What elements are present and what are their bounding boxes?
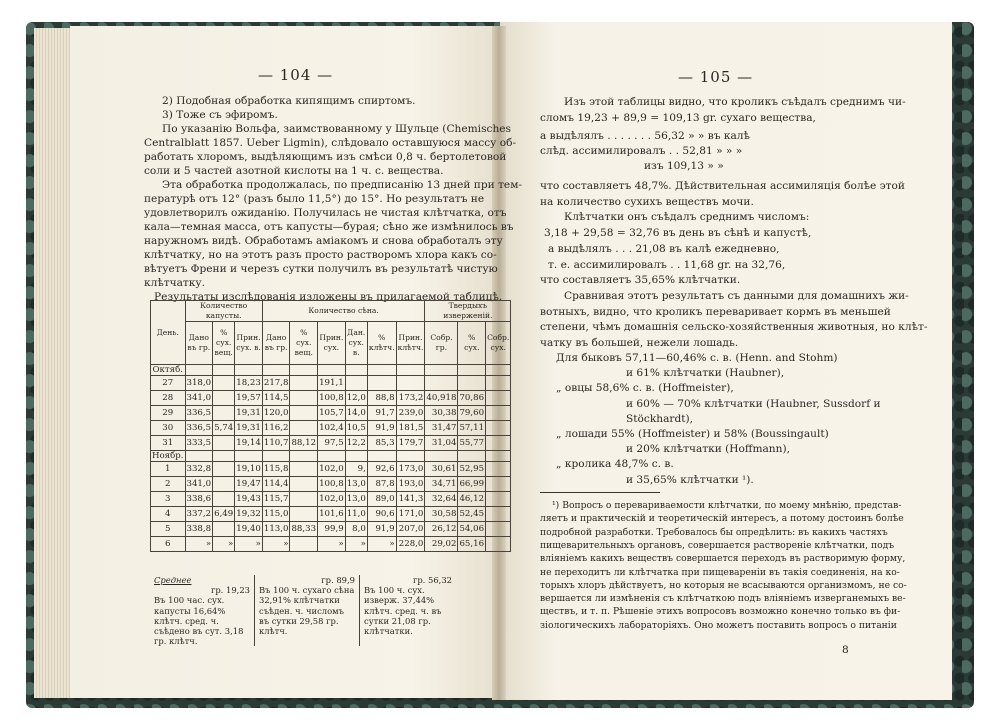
- text-line: Изъ этой таблицы видно, что кроликъ съѣдалъ среднимъ чи-: [564, 96, 906, 108]
- text-line: ляетъ и практическій и теоретическій интересъ, а потому достоинъ болѣе: [540, 513, 904, 525]
- table-cell: 30,61: [425, 462, 458, 477]
- table-cell: 19,47: [235, 477, 263, 492]
- table-cell: 239,0: [396, 406, 425, 421]
- table-cell: [486, 492, 511, 507]
- table-cell: [213, 391, 235, 406]
- table-cell: [425, 451, 458, 462]
- text-line: на количество сухихъ веществъ мочи.: [540, 195, 754, 208]
- text-line: сломъ 19,23 + 89,9 = 109,13 gr. сухаго вещества,: [540, 112, 816, 124]
- table-cell: 90,6: [367, 507, 396, 522]
- table-cell: 14,0: [345, 406, 367, 421]
- column-header: % клѣтч.: [367, 322, 396, 365]
- table-cell: [486, 365, 511, 376]
- table-cell: 115,7: [262, 492, 290, 507]
- text-line: По указанію Вольфа, заимствованному у Шульце (Chemisches: [162, 123, 511, 135]
- column-header: % сух. вещ.: [290, 322, 318, 365]
- text-line: а выдѣлялъ . . . . . . . 56,32 » » въ калѣ: [540, 130, 750, 142]
- summary-cabbage-mean: гр. 19,23: [210, 585, 250, 596]
- table-cell: 26,12: [425, 522, 458, 537]
- table-cell: 19,57: [235, 391, 263, 406]
- text-line: подробной разработки. Требовалось бы опредѣлить: въ какихъ частяхъ: [540, 526, 888, 538]
- table-cell: 100,8: [318, 391, 346, 406]
- column-header: % сух. вещ.: [213, 322, 235, 365]
- table-cell: 12,0: [345, 391, 367, 406]
- table-cell: 4: [151, 507, 186, 522]
- table-cell: 100,8: [318, 477, 346, 492]
- table-cell: [213, 462, 235, 477]
- table-cell: 70,86: [458, 391, 486, 406]
- table-cell: [290, 365, 318, 376]
- table-cell: 191,1: [318, 376, 346, 391]
- table-cell: 87,8: [367, 477, 396, 492]
- table-cell: [262, 365, 290, 376]
- table-cell: [486, 451, 511, 462]
- text-line: Результаты изслѣдованія изложены въ прилагаемой таблицѣ.: [154, 291, 503, 303]
- table-cell: 40,918: [425, 391, 458, 406]
- table-cell: 179,7: [396, 436, 425, 451]
- table-cell: 52,95: [458, 462, 486, 477]
- text-line: Сравнивая этотъ результатъ съ данными для домашнихъ жи-: [564, 290, 909, 302]
- table-row: [151, 522, 511, 537]
- group-hay: Количество сѣна.: [262, 301, 425, 322]
- table-row: [151, 376, 511, 391]
- table-cell: 101,6: [318, 507, 346, 522]
- table-cell: 217,8: [262, 376, 290, 391]
- table-cell: 89,0: [367, 492, 396, 507]
- table-cell: 341,0: [185, 477, 213, 492]
- table-cell: »: [318, 537, 346, 552]
- text-line: удовлетворилъ ожиданію. Получилась не чистая клѣтчатка, отъ: [144, 207, 507, 219]
- text-line: наружномъ видѣ. Обработамъ аміакомъ и снова обработалъ эту: [144, 235, 503, 247]
- table-cell: 13,0: [345, 492, 367, 507]
- table-cell: 12,2: [345, 436, 367, 451]
- table-cell: 228,0: [396, 537, 425, 552]
- text-line: и 60% — 70% клѣтчатки (Haubner, Sussdorf и: [626, 397, 881, 410]
- table-row: [151, 436, 511, 451]
- table-cell: 171,0: [396, 507, 425, 522]
- table-cell: 30,38: [425, 406, 458, 421]
- table-cell: [425, 376, 458, 391]
- table-cell: 19,40: [235, 522, 263, 537]
- table-cell: 318,0: [185, 376, 213, 391]
- text-line: что составляетъ 35,65% клѣтчатки.: [540, 274, 741, 287]
- text-line: „ кролика 48,7% с. в.: [556, 458, 674, 471]
- month-label: Октяб.: [152, 365, 183, 375]
- table-cell: [486, 406, 511, 421]
- table-cell: 55,77: [458, 436, 486, 451]
- table-subheader: [151, 322, 511, 365]
- table-cell: [262, 451, 290, 462]
- table-cell: 29,02: [425, 537, 458, 552]
- text-line: кала—темная масса, отъ капусты—бурая; сѣно же измѣнилось въ: [144, 221, 514, 233]
- table-cell: 102,0: [318, 492, 346, 507]
- table-cell: [425, 365, 458, 376]
- table-cell: [486, 537, 511, 552]
- table-cell: [235, 451, 263, 462]
- table-cell: 173,0: [396, 462, 425, 477]
- table-cell: 336,5: [185, 421, 213, 436]
- text-line: изъ 109,13 » »: [644, 160, 724, 172]
- table-cell: [486, 507, 511, 522]
- footnote-rule: [540, 492, 660, 493]
- text-line: Клѣтчатки онъ съѣдалъ среднимъ числомъ:: [564, 211, 810, 224]
- table-cell: 173,2: [396, 391, 425, 406]
- table-cell: [345, 376, 367, 391]
- table-cell: 9,: [345, 462, 367, 477]
- column-header: Прин. сух. в.: [235, 322, 263, 365]
- table-cell: »: [185, 537, 213, 552]
- table-cell: [396, 365, 425, 376]
- table-cell: 19,31: [235, 406, 263, 421]
- table-cell: 32,64: [425, 492, 458, 507]
- text-line: клѣтчатку, но на этотъ разъ просто растворомъ хлора какъ со-: [144, 249, 497, 261]
- table-cell: 88,33: [290, 522, 318, 537]
- table-cell: [486, 436, 511, 451]
- table-cell: [290, 492, 318, 507]
- table-cell: 114,5: [262, 391, 290, 406]
- table-row: [151, 421, 511, 436]
- summary-hay-text: Въ 100 ч. сухаго сѣна 32,91% клѣтчатки съѣден. ч. числомъ въ сутки 29,58 гр. клѣтч.: [259, 585, 355, 637]
- table-row: [151, 477, 511, 492]
- table-cell: 115,8: [262, 462, 290, 477]
- table-cell: 114,4: [262, 477, 290, 492]
- right-page-number: — 105 —: [678, 68, 754, 86]
- table-summary: [150, 575, 456, 646]
- table-cell: 52,45: [458, 507, 486, 522]
- table-cell: [290, 421, 318, 436]
- table-cell: 333,5: [185, 436, 213, 451]
- table-cell: 13,0: [345, 477, 367, 492]
- table-cell: 91,9: [367, 522, 396, 537]
- table-cell: [458, 365, 486, 376]
- table-cell: [185, 365, 213, 376]
- table-cell: 6,49: [213, 507, 235, 522]
- table-cell: 8,0: [345, 522, 367, 537]
- table-cell: 336,5: [185, 406, 213, 421]
- table-row: [151, 406, 511, 421]
- table-row: [151, 492, 511, 507]
- table-cell: [290, 406, 318, 421]
- table-cell: 19,43: [235, 492, 263, 507]
- text-line: ществъ, и т. п. Рѣшеніе этихъ вопросовъ возможно конечно только въ фи-: [540, 606, 901, 618]
- table-cell: 113,0: [262, 522, 290, 537]
- table-row: [151, 507, 511, 522]
- column-header: Собр. сух.: [486, 322, 511, 365]
- table-cell: [290, 507, 318, 522]
- text-line: 3,18 + 29,58 = 32,76 въ день въ сѣнѣ и капустѣ,: [544, 227, 812, 240]
- text-line: торыхъ хлоръ дѣйствуетъ, но которыя не всасываются организмомъ, не со-: [540, 579, 907, 591]
- table-cell: [290, 391, 318, 406]
- signature-mark: 8: [842, 644, 849, 656]
- text-line: пературѣ отъ 12° (разъ было 11,5°) до 15°. Но результатъ не: [144, 193, 485, 205]
- text-line: 3) Тоже съ эфиромъ.: [162, 109, 278, 121]
- table-cell: 91,7: [367, 406, 396, 421]
- table-cell: [318, 451, 346, 462]
- table-cell: [345, 365, 367, 376]
- text-line: „ лошади 55% (Hoffmeister) и 58% (Boussingault): [556, 428, 829, 440]
- table-cell: [185, 451, 213, 462]
- table-cell: [367, 376, 396, 391]
- text-line: вліяніемъ какихъ веществъ совершается переходъ въ растворимую форму,: [540, 553, 906, 565]
- table-cell: 99,9: [318, 522, 346, 537]
- text-line: степени, чѣмъ домашнія сельско-хозяйственныя животныя, но клѣт-: [540, 321, 928, 333]
- col-day: День.: [151, 301, 186, 365]
- table-cell: 332,8: [185, 462, 213, 477]
- table-cell: 97,5: [318, 436, 346, 451]
- page-edges: [34, 28, 70, 698]
- table-cell: 10,5: [345, 421, 367, 436]
- table-cell: 85,3: [367, 436, 396, 451]
- text-line: а выдѣлялъ . . . 21,08 въ калѣ ежедневно,: [548, 242, 780, 255]
- table-cell: [290, 477, 318, 492]
- table-cell: 57,11: [458, 421, 486, 436]
- table-cell: 120,0: [262, 406, 290, 421]
- table-cell: 19,10: [235, 462, 263, 477]
- text-line: вотныхъ, видно, что кроликъ переваривает кормъ въ меньшей: [540, 305, 891, 318]
- table-cell: [486, 376, 511, 391]
- table-cell: [486, 462, 511, 477]
- left-page-number: — 104 —: [258, 66, 334, 84]
- table-cell: 66,99: [458, 477, 486, 492]
- column-header: Дан. сух. в.: [345, 322, 367, 365]
- table-cell: 337,2: [185, 507, 213, 522]
- text-line: и 35,65% клѣтчатки ¹).: [626, 473, 754, 486]
- summary-hay-mean: гр. 89,9: [321, 575, 355, 585]
- table-cell: 30: [151, 421, 186, 436]
- table-cell: [486, 477, 511, 492]
- table-cell: [486, 522, 511, 537]
- text-line: Эта обработка продолжалась, по предписанію 13 дней при тем-: [162, 179, 523, 191]
- table-cell: 31,47: [425, 421, 458, 436]
- column-header: Дано въ гр.: [262, 322, 290, 365]
- table-cell: [345, 451, 367, 462]
- text-line: пищеварительныхъ органовъ, совершается раствореніе клѣтчатки, подъ: [540, 539, 895, 551]
- table-cell: 5,74: [213, 421, 235, 436]
- table-cell: 116,2: [262, 421, 290, 436]
- text-line: не переходитъ ли клѣтчатка при пищевареніи въ такія соединенія, на ко-: [540, 566, 900, 578]
- month-label: Ноябр.: [152, 451, 184, 461]
- table-cell: 181,5: [396, 421, 425, 436]
- table-cell: [213, 436, 235, 451]
- table-cell: 102,4: [318, 421, 346, 436]
- table-cell: 54,06: [458, 522, 486, 537]
- table-cell: 102,0: [318, 462, 346, 477]
- table-cell: [486, 391, 511, 406]
- table-cell: [213, 451, 235, 462]
- table-cell: [486, 421, 511, 436]
- table-cell: 88,12: [290, 436, 318, 451]
- text-line: чатку въ большей, нежели лошадь.: [540, 336, 739, 349]
- table-cell: 28: [151, 391, 186, 406]
- table-cell: 88,8: [367, 391, 396, 406]
- table-cell: 115,0: [262, 507, 290, 522]
- table-cell: 1: [151, 462, 186, 477]
- text-line: и 61% клѣтчатки (Haubner),: [626, 367, 785, 380]
- column-header: Прин. клѣтч.: [396, 322, 425, 365]
- summary-cabbage-text: Въ 100 час. сух. капусты 16,64% клѣтч. сред. ч. съѣдено въ сут. 3,18 гр. клѣтч.: [154, 595, 244, 647]
- table-cell: 19,32: [235, 507, 263, 522]
- text-line: „ овцы 58,6% с. в. (Hoffmeister),: [556, 382, 734, 395]
- group-cabbage: Количество капусты.: [185, 301, 262, 322]
- text-line: работать хлоромъ, выдѣляющимъ изъ смѣси 0,8 ч. бертолетовой: [144, 151, 507, 163]
- table-cell: [458, 376, 486, 391]
- table-row: [151, 391, 511, 406]
- text-line: слѣд. ассимилировалъ . . 52,81 » » »: [540, 145, 743, 157]
- table-cell: 3: [151, 492, 186, 507]
- table-cell: [213, 365, 235, 376]
- table-cell: [213, 406, 235, 421]
- table-cell: [213, 477, 235, 492]
- table-cell: 29: [151, 406, 186, 421]
- table-cell: [396, 451, 425, 462]
- table-cell: [290, 462, 318, 477]
- text-line: и 20% клѣтчатки (Hoffmann),: [626, 443, 790, 456]
- text-line: 2) Подобная обработка кипящимъ спиртомъ.: [162, 95, 416, 107]
- table-cell: [367, 451, 396, 462]
- table-cell: 11,0: [345, 507, 367, 522]
- table-cell: 2: [151, 477, 186, 492]
- text-line: вершается ли измѣненія съ клѣтчаткою подъ вліяніемъ изверганемыхъ ве-: [540, 593, 906, 605]
- table-cell: 30,58: [425, 507, 458, 522]
- table-cell: 105,7: [318, 406, 346, 421]
- table-body: [151, 365, 511, 552]
- table-cell: 18,23: [235, 376, 263, 391]
- table-cell: 31: [151, 436, 186, 451]
- column-header: Прин. сух.: [318, 322, 346, 365]
- table-cell: 5: [151, 522, 186, 537]
- table-cell: [213, 492, 235, 507]
- table-row: [151, 462, 511, 477]
- table-cell: 19,14: [235, 436, 263, 451]
- column-header: Собр. гр.: [425, 322, 458, 365]
- table-cell: »: [213, 537, 235, 552]
- column-header: % сух.: [458, 322, 486, 365]
- table-cell: [396, 376, 425, 391]
- table-cell: 27: [151, 376, 186, 391]
- summary-excrement-text: Въ 100 ч. сух. изверж. 37,44% клѣтч. сред. ч. въ сутки 21,08 гр. клѣтчатки.: [364, 585, 442, 637]
- table-cell: 34,71: [425, 477, 458, 492]
- table-cell: [458, 451, 486, 462]
- table-cell: 91,9: [367, 421, 396, 436]
- table-row: [151, 537, 511, 552]
- table-cell: [367, 365, 396, 376]
- table-cell: [213, 376, 235, 391]
- text-line: что составляетъ 48,7%. Дѣйствительная ассимиляція болѣе этой: [540, 180, 905, 192]
- table-cell: [318, 365, 346, 376]
- text-line: соли и 5 частей азотной кислоты на 1 ч. с. вещества.: [144, 165, 444, 177]
- table-cell: 207,0: [396, 522, 425, 537]
- text-line: Stöckhardt),: [626, 412, 693, 425]
- text-line: клѣтчатку.: [144, 277, 206, 289]
- table-cell: [213, 522, 235, 537]
- text-line: ¹) Вопросъ о перевариваемости клѣтчатки, по моему мнѣнію, представ-: [552, 500, 902, 511]
- group-excrement: Твердыхъ изверженій.: [425, 301, 511, 322]
- column-header: Дано въ гр.: [185, 322, 213, 365]
- table-cell: 65,16: [458, 537, 486, 552]
- table-cell: 6: [151, 537, 186, 552]
- text-line: т. е. ассимилировалъ . . 11,68 gr. на 32,76,: [548, 258, 786, 271]
- table-cell: [290, 537, 318, 552]
- table-cell: »: [235, 537, 263, 552]
- table-cell: 110,7: [262, 436, 290, 451]
- table-cell: »: [345, 537, 367, 552]
- table-cell: 338,8: [185, 522, 213, 537]
- table-cell: 46,12: [458, 492, 486, 507]
- summary-label: Среднее: [154, 575, 192, 585]
- table-cell: [290, 451, 318, 462]
- table-cell: [290, 376, 318, 391]
- table-cell: 141,3: [396, 492, 425, 507]
- text-line: Centralblatt 1857. Ueber Ligmin), слѣдовало оставшуюся массу об-: [144, 137, 517, 149]
- summary-excrement-mean: гр. 56,32: [412, 575, 452, 585]
- table-cell: »: [367, 537, 396, 552]
- table-cell: 31,04: [425, 436, 458, 451]
- table-cell: [235, 365, 263, 376]
- table-cell: 341,0: [185, 391, 213, 406]
- table-cell: 193,0: [396, 477, 425, 492]
- table-cell: 79,60: [458, 406, 486, 421]
- table-cell: »: [262, 537, 290, 552]
- text-line: зіологическихъ лабораторіяхъ. Оно можетъ поставить вопросъ о питаніи: [540, 619, 897, 631]
- text-line: вѣтуетъ Френи и черезъ сутки получилъ въ результатѣ чистую: [144, 263, 498, 275]
- text-line: Для быковъ 57,11—60,46% с. в. (Henn. and Stohm): [556, 352, 838, 364]
- table-cell: 19,31: [235, 421, 263, 436]
- table-cell: 92,6: [367, 462, 396, 477]
- table-cell: 338,6: [185, 492, 213, 507]
- results-table: [150, 300, 511, 552]
